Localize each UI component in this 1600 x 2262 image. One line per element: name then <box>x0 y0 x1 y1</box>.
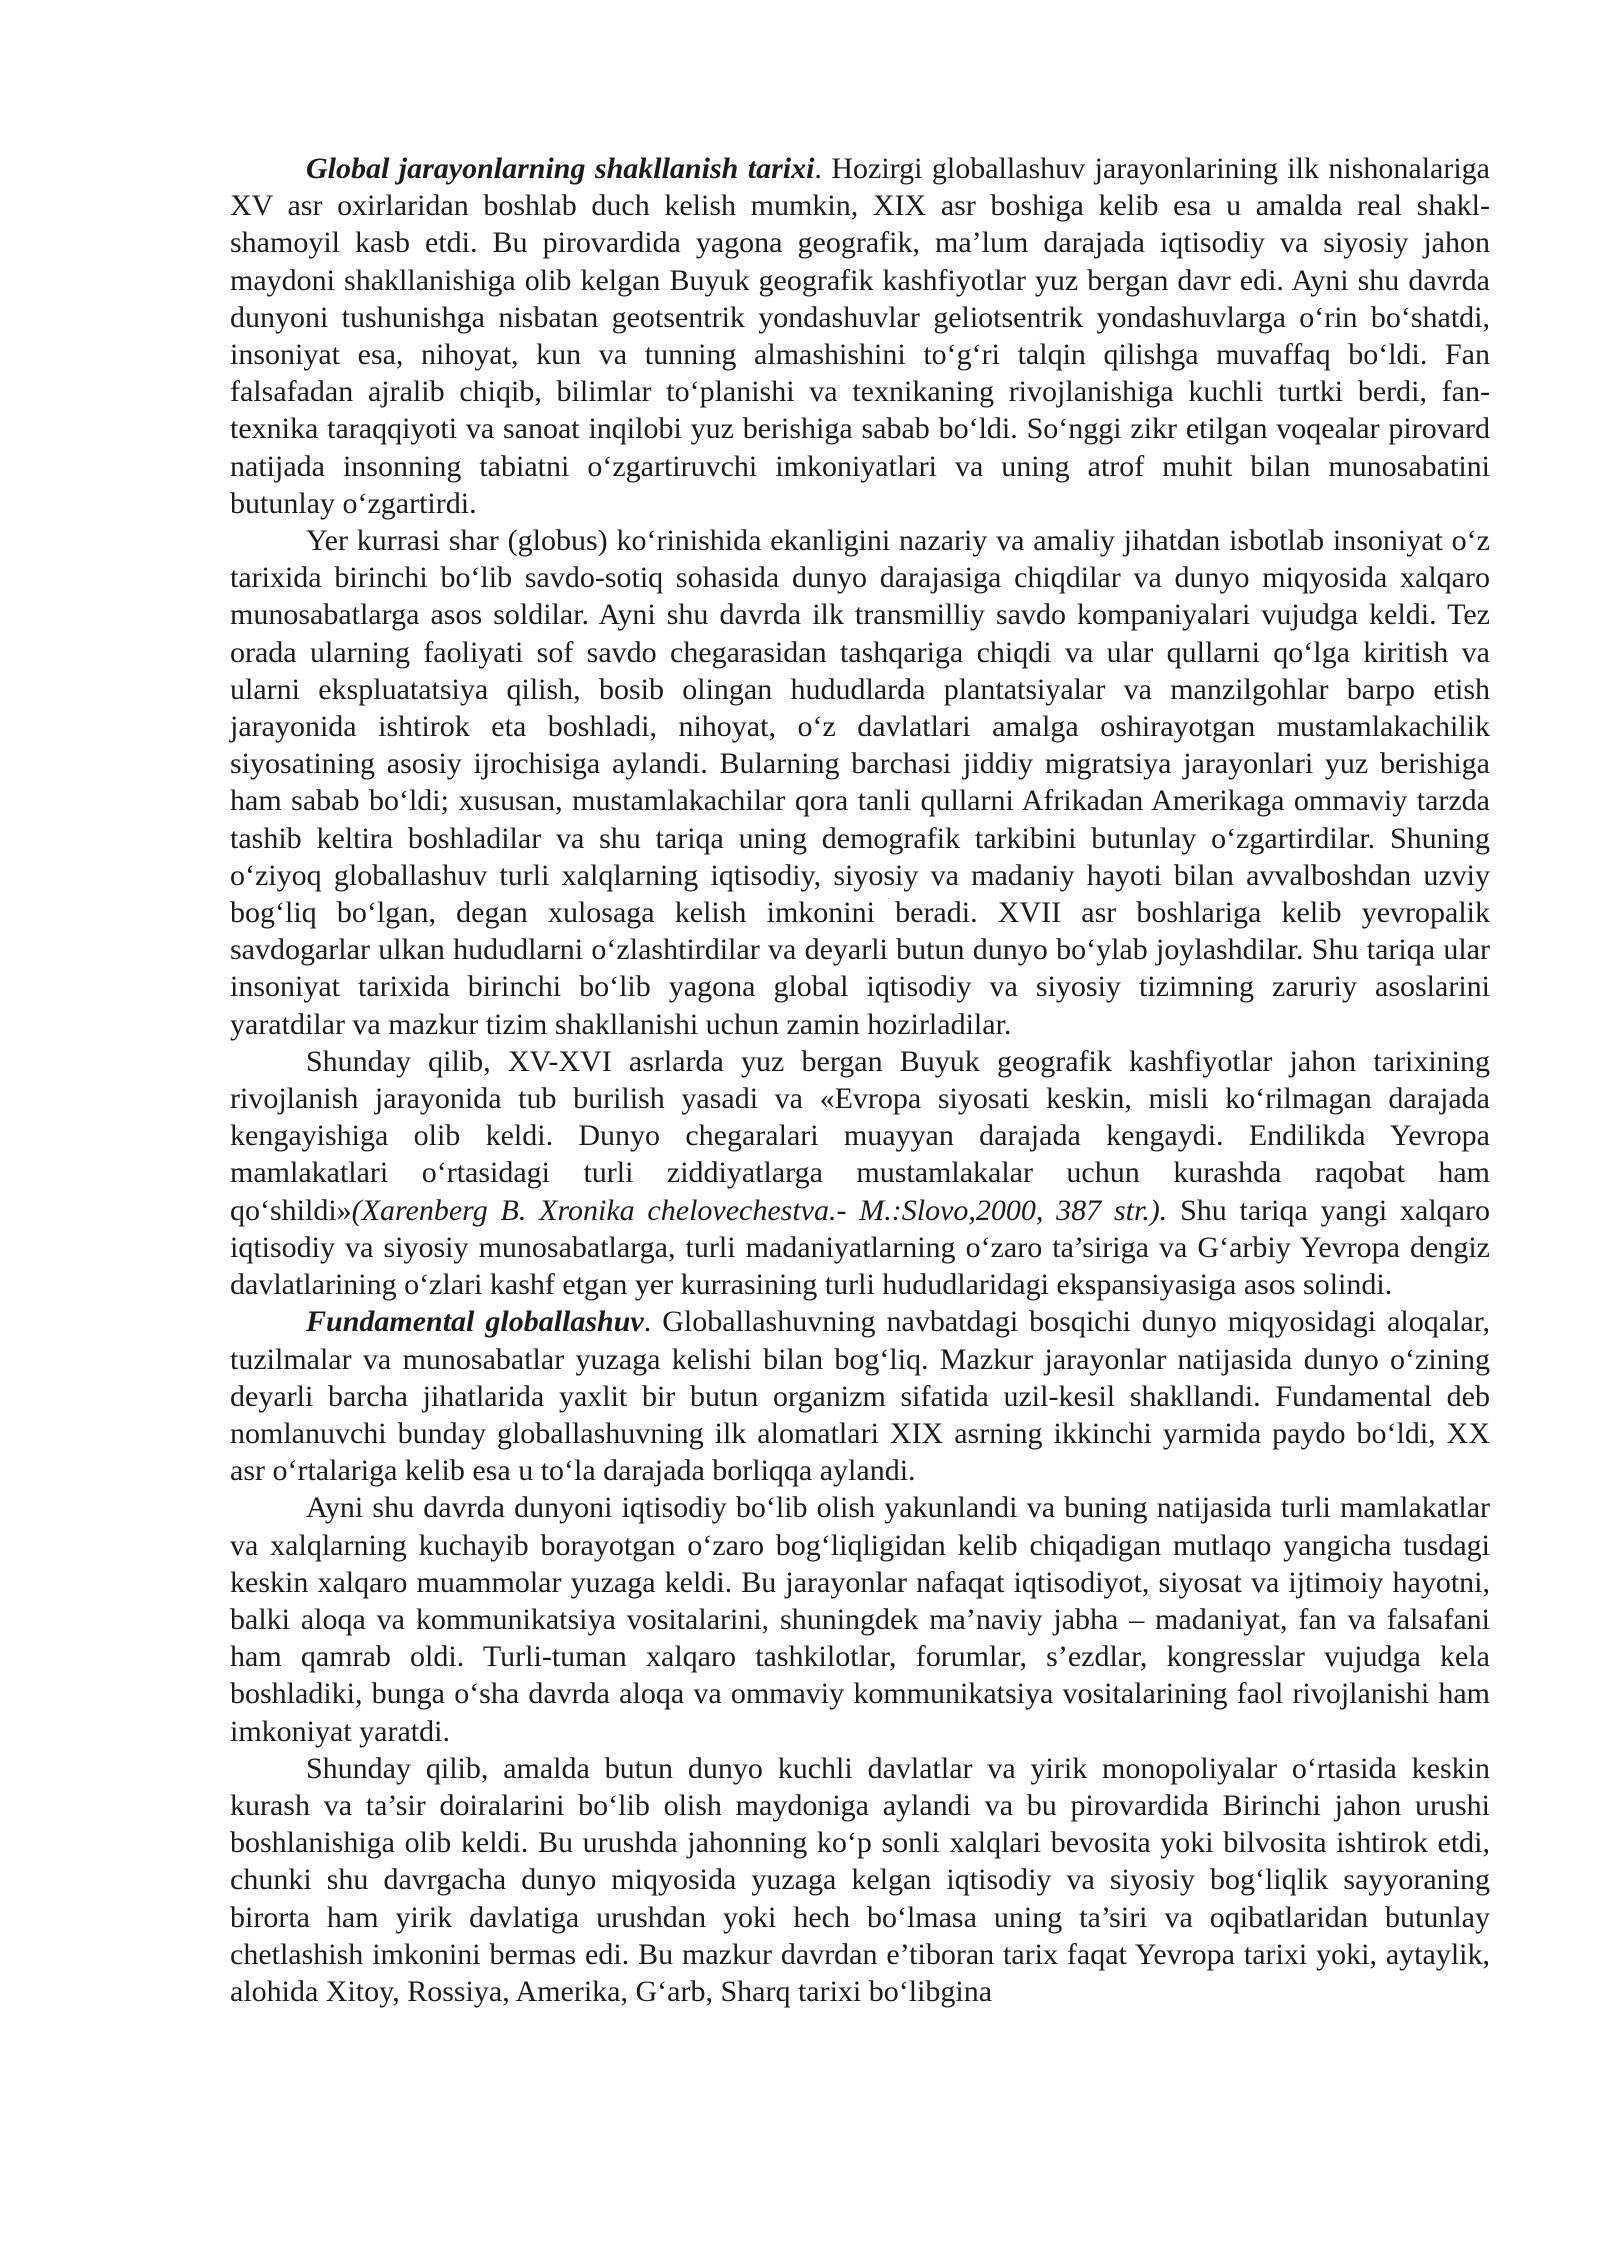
paragraph-text: Shunday qilib, amalda butun dunyo kuchli davlatlar va yirik monopoliyalar o‘rtasida keskin kurash va ta’sir doiralarini bo‘lib olish maydoniga aylandi va bu pirovardida Birinchi jahon urushi boshlanishiga olib keldi. Bu urushda jahonning ko‘p sonli xalqlari bevosita yoki bilvosita ishtirok etdi, chunki shu davrgacha dunyo miqyosida yuzaga kelgan iqtisodiy va siyosiy bog‘liqlik sayyoraning birorta ham yirik davlatiga urushdan yoki hech bo‘lmasa uning ta’siri va oqibatlaridan butunlay chetlashish imkonini bermas edi. Bu mazkur davrdan e’tiboran tarix faqat Yevropa tarixi yoki, aytaylik, alohida Xitoy, Rossiya, Amerika, G‘arb, Sharq tarixi bo‘libgina <box>230 1751 1490 2008</box>
paragraph-fundamental-globalization <box>230 1303 1490 1489</box>
paragraph-text: Ayni shu davrda dunyoni iqtisodiy bo‘lib olish yakunlandi va buning natijasida turli mamlakatlar va xalqlarning kuchayib borayotgan o‘zaro bog‘liqligidan kelib chiqadigan mutlaqo yangicha tusdagi keskin xalqaro muammolar yuzaga keldi. Bu jarayonlar nafaqat iqtisodiyot, siyosat va ijtimoiy hayotni, balki aloqa va kommunikatsiya vositalarini, shuningdek ma’naviy jabha – madaniyat, fan va falsafani ham qamrab oldi. Turli-tuman xalqaro tashkilotlar, forumlar, s’ezdlar, kongresslar vujudga kela boshladiki, bunga o‘sha davrda aloqa va ommaviy kommunikatsiya vositalarining faol rivojlanishi ham imkoniyat yaratdi. <box>230 1491 1490 1748</box>
paragraph-text: . Hozirgi globallashuv jarayonlarining ilk nishonalariga XV asr oxirlaridan boshlab duch kelish mumkin, XIX asr boshiga kelib esa u amalda real shakl-shamoyil kasb etdi. Bu pirovardida yagona geografik, ma’lum darajada iqtisodiy va siyosiy jahon maydoni shakllanishiga olib kelgan Buyuk geografik kashfiyotlar yuz bergan davr edi. Ayni shu davrda dunyoni tushunishga nisbatan geotsentrik yondashuvlar geliotsentrik yondashuvlarga o‘rin bo‘shatdi, insoniyat esa, nihoyat, kun va tunning almashishini to‘g‘ri talqin qilishga muvaffaq bo‘ldi. Fan falsafadan ajralib chiqib, bilimlar to‘planishi va texnikaning rivojlanishiga kuchli turtki berdi, fan-texnika taraqqiyoti va sanoat inqilobi yuz berishiga sabab bo‘ldi. So‘nggi zikr etilgan voqealar pirovard natijada insonning tabiatni o‘zgartiruvchi imkoniyatlari va uning atrof muhit bilan munosabatini butunlay o‘zgartirdi. <box>230 152 1490 520</box>
paragraph-economic-division <box>230 1489 1490 1749</box>
paragraph-text: . Globallashuvning navbatdagi bosqichi dunyo miqyosidagi aloqalar, tuzilmalar va munosabatlar yuzaga kelishi bilan bog‘liq. Mazkur jarayonlar natijasida dunyo o‘zining deyarli barcha jihatlarida yaxlit bir butun organizm sifatida uzil-kesil shakllandi. Fundamental deb nomlanuvchi bunday globallashuvning ilk alomatlari XIX asrning ikkinchi yarmida paydo bo‘ldi, XX asr o‘rtalariga kelib esa u to‘la darajada borliqqa aylandi. <box>230 1305 1491 1488</box>
paragraph-world-war <box>230 1750 1490 2010</box>
paragraph-great-discoveries <box>230 1043 1490 1303</box>
paragraph-earth-globe <box>230 522 1490 1043</box>
section-heading-fundamental: Fundamental globallashuv <box>306 1305 644 1339</box>
paragraph-global-history <box>230 150 1490 522</box>
section-heading-global-history: Global jarayonlarning shakllanish tarixi <box>306 152 815 185</box>
paragraph-text-tail: Shu tariqa yangi xalqaro iqtisodiy va siyosiy munosabatlarga, turli madaniyatlarning o‘zaro ta’siriga va G‘arbiy Yevropa dengiz davlatlarining o‘zlari kashf etgan yer kurrasining turli hududlaridagi ekspansiyasiga asos solindi. <box>230 1193 1490 1302</box>
paragraph-text: Yer kurrasi shar (globus) ko‘rinishida ekanligini nazariy va amaliy jihatdan isbotlab insoniyat o‘z tarixida birinchi bo‘lib savdo-sotiq sohasida dunyo darajasiga chiqdilar va dunyo miqyosida xalqaro munosabatlarga asos soldilar. Ayni shu davrda ilk transmilliy savdo kompaniyalari vujudga keldi. Tez orada ularning faoliyati sof savdo chegarasidan tashqariga chiqdi va ular qullarni qo‘lga kiritish va ularni ekspluatatsiya qilish, bosib olingan hududlarda plantatsiyalar va manzilgohlar barpo etish jarayonida ishtirok eta boshladi, nihoyat, o‘z davlatlari amalga oshirayotgan mustamlakachilik siyosatining asosiy ijrochisiga aylandi. Bularning barchasi jiddiy migratsiya jarayonlari yuz berishiga ham sabab bo‘ldi; xususan, mustamlakachilar qora tanli qullarni Afrikadan Amerikaga ommaviy tarzda tashib keltira boshladilar va shu tariqa uning demografik tarkibini butunlay o‘zgartirdilar. Shuning o‘ziyoq globallashuv turli xalqlarning iqtisodiy, siyosiy va madaniy hayoti bilan avvalboshdan uzviy bog‘liq bo‘lgan, degan xulosaga kelish imkonini beradi. XVII asr boshlariga kelib yevropalik savdogarlar ulkan hududlarni o‘zlashtirdilar va deyarli butun dunyo bo‘ylab joylashdilar. Shu tariqa ular insoniyat tarixida birinchi bo‘lib yagona global iqtisodiy va siyosiy tizimning zaruriy asoslarini yaratdilar va mazkur tizim shakllanishi uchun zamin hozirladilar. <box>230 524 1490 1041</box>
paragraph-text: Shunday qilib, XV-XVI asrlarda yuz bergan Buyuk geografik kashfiyotlar jahon tarixining rivojlanish jarayonida tub burilish yasadi va «Evropa siyosati keskin, misli ko‘rilmagan darajada kengayishiga olib keldi. Dunyo chegaralari muayyan darajada kengaydi. Endilikda Yevropa mamlakatlari o‘rtasidagi turli ziddiyatlarga mustamlakalar uchun kurashda raqobat ham qo‘shildi» <box>230 1044 1490 1227</box>
citation: (Xarenberg B. Xronika chelovechestva.- M.:Slovo,2000, 387 str.). <box>351 1193 1168 1227</box>
document-page <box>230 150 1490 2010</box>
